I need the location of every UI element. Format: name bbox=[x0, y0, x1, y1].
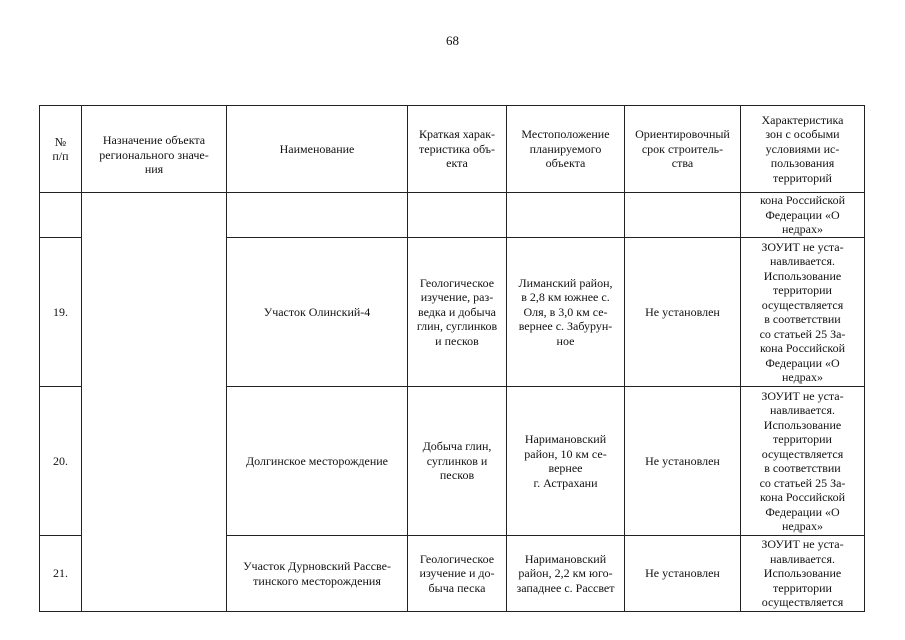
header-purpose: Назначение объекта регионального значе- ния bbox=[82, 106, 227, 193]
cell-zones: кона Российской Федерации «О недрах» bbox=[741, 193, 865, 238]
cell-characteristic: Геологическое изучение, раз- ведка и добыча глин, суглинков и песков bbox=[408, 238, 507, 387]
cell-name bbox=[227, 193, 408, 238]
page-number: 68 bbox=[446, 33, 459, 48]
cell-num: 20. bbox=[40, 387, 82, 536]
cell-purpose-merged bbox=[82, 193, 227, 612]
cell-location bbox=[507, 193, 625, 238]
cell-characteristic: Геологическое изучение и до- быча песка bbox=[408, 536, 507, 612]
cell-term: Не установлен bbox=[625, 387, 741, 536]
cell-num bbox=[40, 193, 82, 238]
cell-characteristic: Добыча глин, суглинков и песков bbox=[408, 387, 507, 536]
cell-location: Наримановский район, 10 км се- вернее г. Астрахани bbox=[507, 387, 625, 536]
cell-term: Не установлен bbox=[625, 238, 741, 387]
table-header-row bbox=[40, 106, 865, 193]
cell-num: 19. bbox=[40, 238, 82, 387]
header-term: Ориентировочный срок строитель- ства bbox=[625, 106, 741, 193]
cell-name: Участок Дурновский Рассве- тинского месторождения bbox=[227, 536, 408, 612]
cell-location: Лиманский район, в 2,8 км южнее с. Оля, в 3,0 км се- вернее с. Забурун- ное bbox=[507, 238, 625, 387]
cell-name: Участок Олинский-4 bbox=[227, 238, 408, 387]
cell-zones: ЗОУИТ не уста- навливается. Использование территории осуществляется bbox=[741, 536, 865, 612]
cell-characteristic bbox=[408, 193, 507, 238]
header-characteristic: Краткая харак- теристика объ- екта bbox=[408, 106, 507, 193]
header-location: Местоположение планируемого объекта bbox=[507, 106, 625, 193]
objects-table bbox=[39, 105, 865, 612]
table-row-continuation bbox=[40, 193, 865, 238]
cell-name: Долгинское месторождение bbox=[227, 387, 408, 536]
header-zones: Характеристика зон с особыми условиями ис- пользования территорий bbox=[741, 106, 865, 193]
cell-location: Наримановский район, 2,2 км юго- западнее с. Рассвет bbox=[507, 536, 625, 612]
cell-num: 21. bbox=[40, 536, 82, 612]
cell-zones: ЗОУИТ не уста- навливается. Использование территории осуществляется в соответствии со статьей 25 За- кона Российской Федерации «О недрах» bbox=[741, 238, 865, 387]
cell-zones: ЗОУИТ не уста- навливается. Использование территории осуществляется в соответствии со статьей 25 За- кона Российской Федерации «О недрах» bbox=[741, 387, 865, 536]
header-num: № п/п bbox=[40, 106, 82, 193]
cell-term: Не установлен bbox=[625, 536, 741, 612]
header-name: Наименование bbox=[227, 106, 408, 193]
cell-term bbox=[625, 193, 741, 238]
